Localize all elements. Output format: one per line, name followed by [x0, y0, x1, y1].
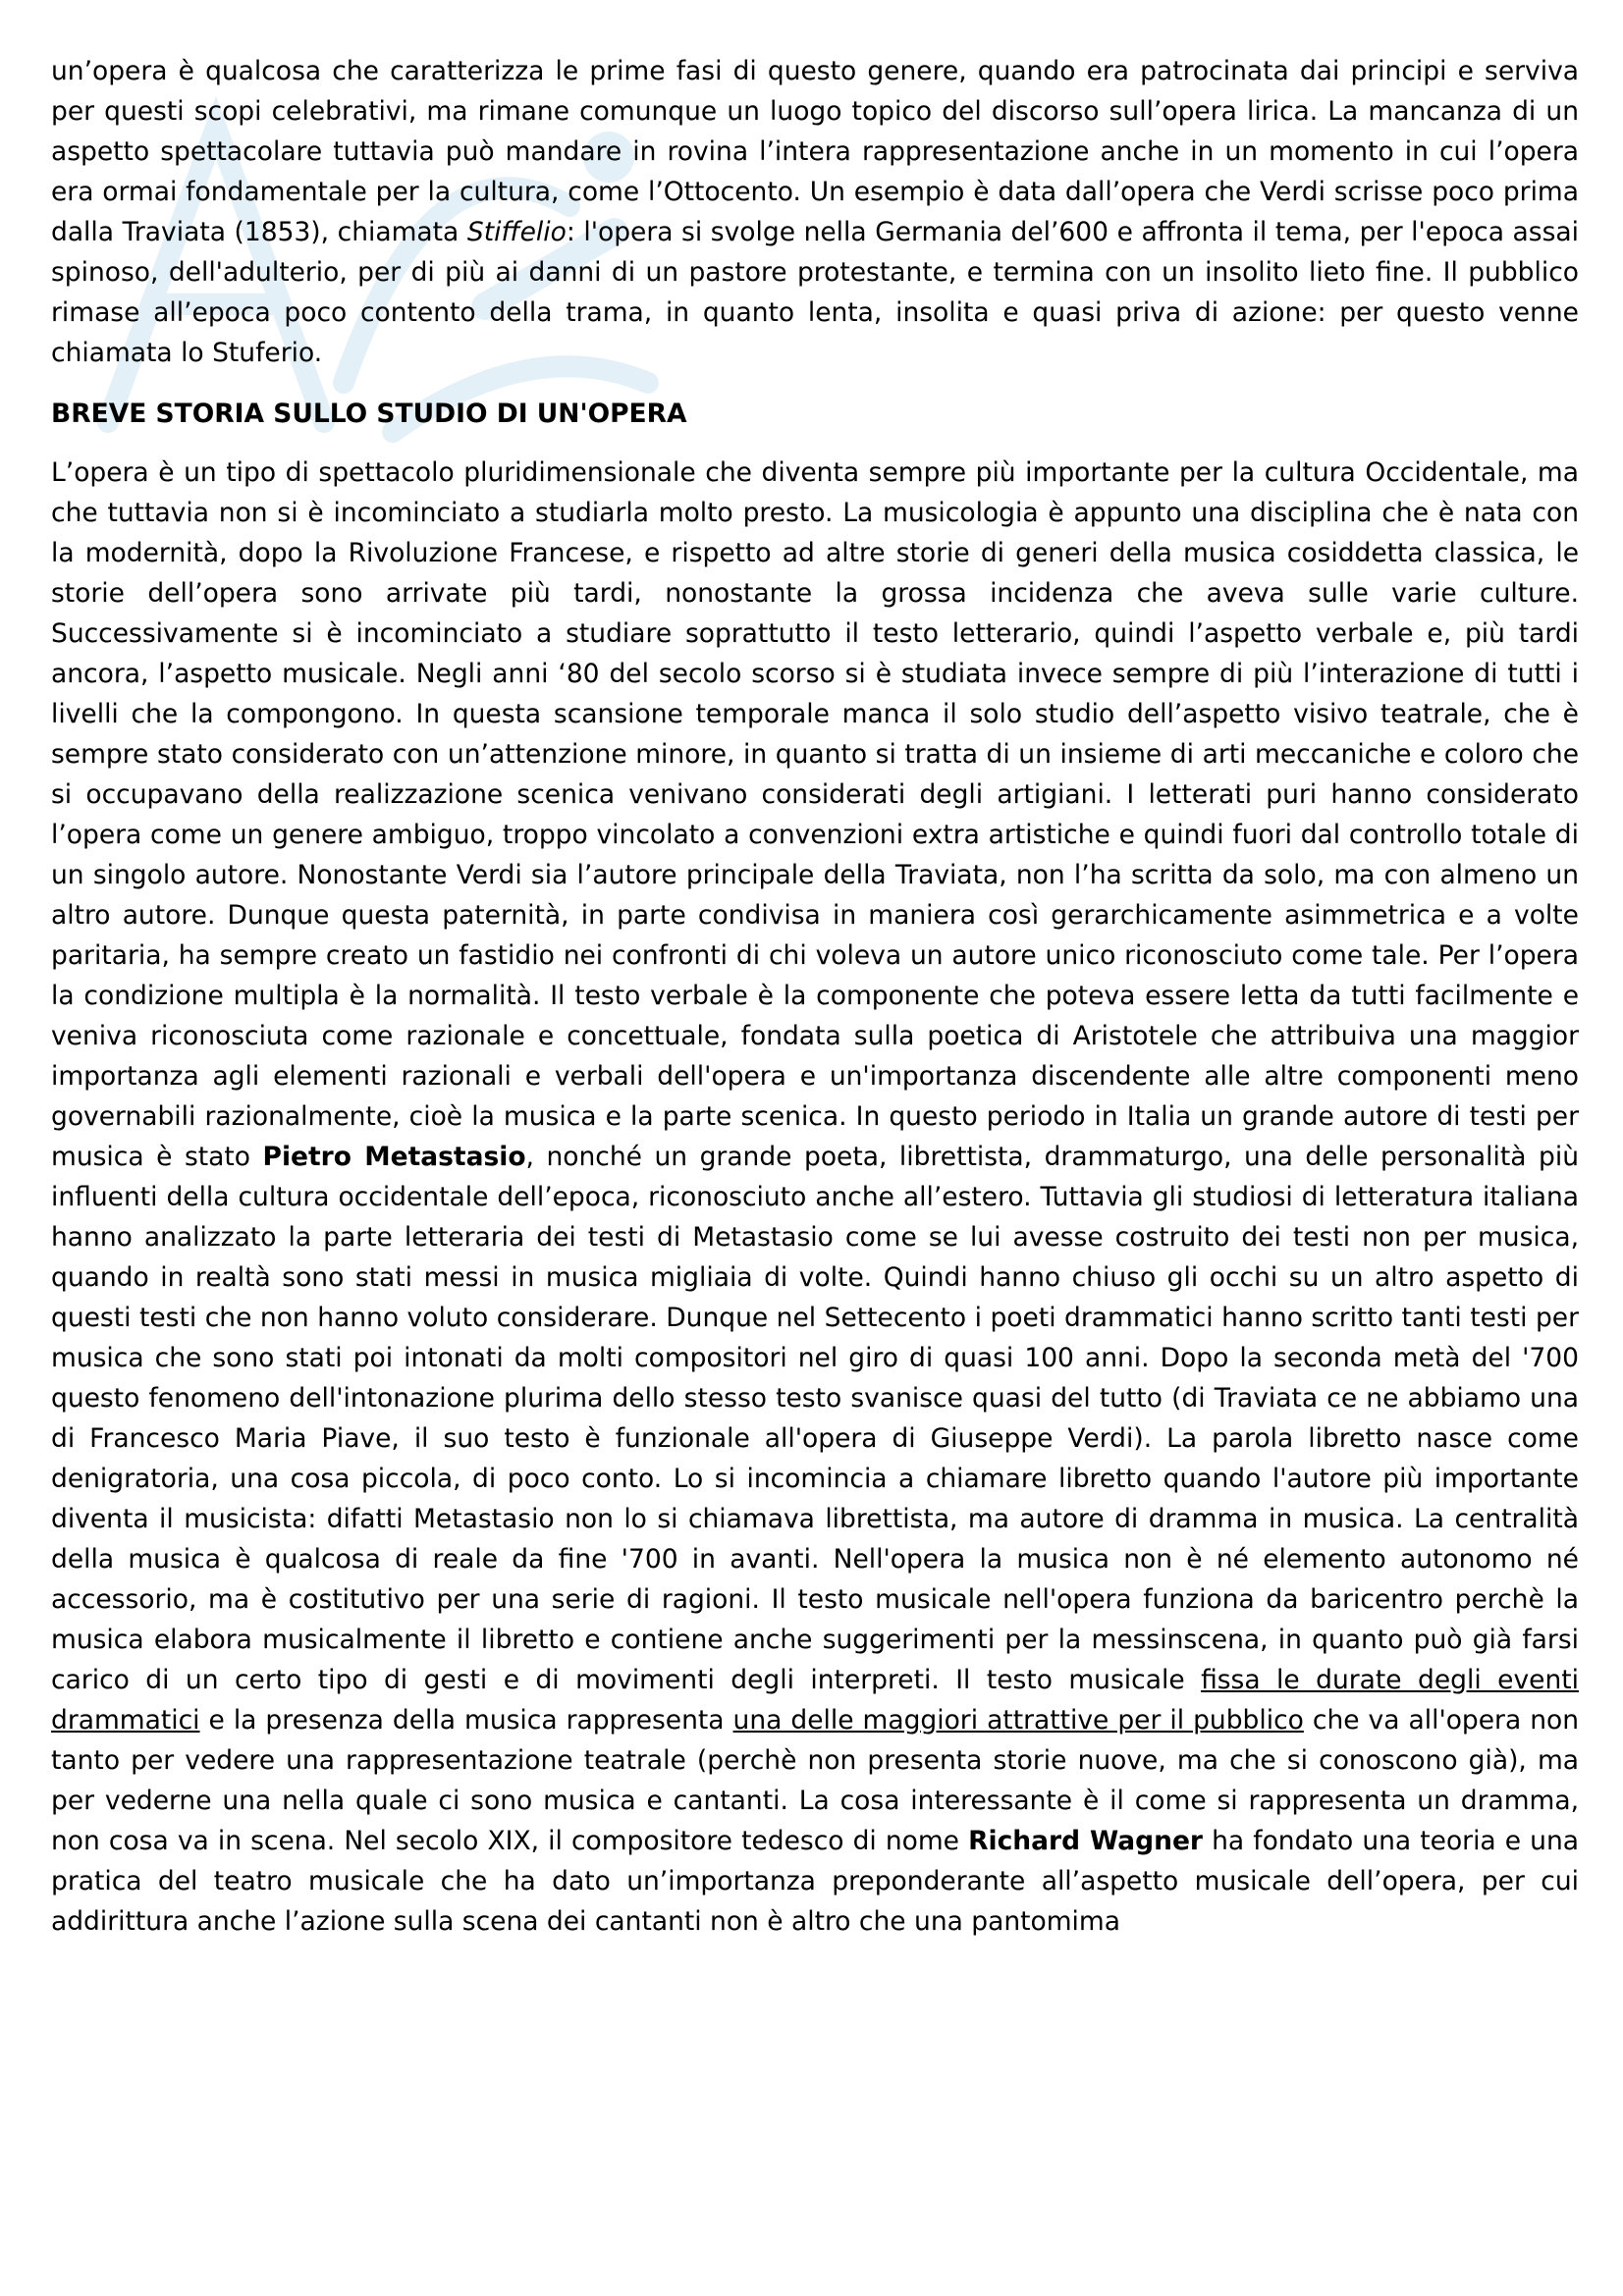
text-run: : l'opera si svolge nella Germania del’600 e affronta il tema, per l'epoca assai spinoso, dell'adulterio, per di più ai danni di un pastore protestante, e termina con un insolito lieto fine. Il pubblico rimase all’epoca poco contento della trama, in quanto lenta, insolita e quasi priva di azione: per questo venne chiamata lo Stuferio. [51, 217, 1579, 368]
text-run: , nonché un grande poeta, librettista, drammaturgo, una delle personalità più influenti della cultura occidentale dell’epoca, riconosciuto anche all’estero. Tuttavia gli studiosi di letteratura italiana hanno analizzato la parte letteraria dei testi di Metastasio come se lui avesse costruito dei testi non per musica, quando in realtà sono stati messi in musica migliaia di volte. Quindi hanno chiuso gli occhi su un altro aspetto di questi testi che non hanno voluto considerare. Dunque nel Settecento i poeti drammatici hanno scritto tanti testi per musica che sono stati poi intonati da molti compositori nel giro di quasi 100 anni. Dopo la seconda metà del '700 questo fenomeno dell'intonazione plurima dello stesso testo svanisce quasi del tutto (di Traviata ce ne abbiamo una di Francesco Maria Piave, il suo testo è funzionale all'opera di Giuseppe Verdi). La parola libretto nasce come denigratoria, una cosa piccola, di poco conto. Lo si incomincia a chiamare libretto quando l'autore più importante diventa il musicista: difatti Metastasio non lo si chiamava librettista, ma autore di dramma in musica. La centralità della musica è qualcosa di reale da fine '700 in avanti. Nell'opera la musica non è né elemento autonomo né accessorio, ma è costitutivo per una serie di ragioni. Il testo musicale nell'opera funziona da baricentro perchè la musica elabora musicalmente il libretto e contiene anche suggerimenti per la messinscena, in quanto può già farsi carico di un certo tipo di gesti e di movimenti degli interpreti. Il testo musicale [51, 1142, 1579, 1695]
text-run: ha fondato una teoria e una pratica del teatro musicale che ha dato un’importanza preponderante all’aspetto musicale dell’opera, per cui addirittura anche l’azione sulla scena dei cantanti non è altro che una pantomima [51, 1826, 1579, 1937]
underlined-phrase-attraction: una delle maggiori attrattive per il pubblico [732, 1705, 1304, 1735]
text-run: che va all'opera non tanto per vedere una rappresentazione teatrale (perchè non presenta storie nuove, ma che si conoscono già), ma per vederne una nella quale ci sono musica e cantanti. La cosa interessante è il come si rappresenta un dramma, non cosa va in scena. Nel secolo XIX, il compositore tedesco di nome [51, 1705, 1580, 1856]
paragraph-stiffelio [51, 51, 1579, 373]
bold-name-metastasio: Pietro Metastasio [262, 1142, 526, 1172]
paragraph-opera-study [51, 453, 1579, 1942]
text-run: e la presenza della musica rappresenta [199, 1705, 733, 1735]
text-run: L’opera è un tipo di spettacolo pluridimensionale che diventa sempre più importante per la cultura Occidentale, ma che tuttavia non si è incominciato a studiarla molto presto. La musicologia è appunto una disciplina che è nata con la modernità, dopo la Rivoluzione Francese, e rispetto ad altre storie di generi della musica cosiddetta classica, le storie dell’opera sono arrivate più tardi, nonostante la grossa incidenza che aveva sulle varie culture. Successivamente si è incominciato a studiare soprattutto il testo letterario, quindi l’aspetto verbale e, più tardi ancora, l’aspetto musicale. Negli anni ‘80 del secolo scorso si è studiata invece sempre di più l’interazione di tutti i livelli che la compongono. In questa scansione temporale manca il solo studio dell’aspetto visivo teatrale, che è sempre stato considerato con un’attenzione minore, in quanto si tratta di un insieme di arti meccaniche e coloro che si occupavano della realizzazione scenica venivano considerati degli artigiani. I letterati puri hanno considerato l’opera come un genere ambiguo, troppo vincolato a convenzioni extra artistiche e quindi fuori dal controllo totale di un singolo autore. Nonostante Verdi sia l’autore principale della Traviata, non l’ha scritta da solo, ma con almeno un altro autore. Dunque questa paternità, in parte condivisa in maniera così gerarchicamente asimmetrica e a volte paritaria, ha sempre creato un fastidio nei confronti di chi voleva un autore unico riconosciuto come tale. Per l’opera la condizione multipla è la normalità. Il testo verbale è la componente che poteva essere letta da tutti facilmente e veniva riconosciuta come razionale e concettuale, fondata sulla poetica di Aristotele che attribuiva una maggior importanza agli elementi razionali e verbali dell'opera e un'importanza discendente alle altre componenti meno governabili razionalmente, cioè la musica e la parte scenica. In questo periodo in Italia un grande autore di testi per musica è stato [51, 457, 1579, 1172]
underlined-phrase-durations: fissa le durate degli eventi drammatici [51, 1665, 1579, 1735]
document-page [51, 51, 1579, 1942]
section-heading: BREVE STORIA SULLO STUDIO DI UN'OPERA [51, 399, 687, 429]
text-run: un’opera è qualcosa che caratterizza le prime fasi di questo genere, quando era patrocinata dai principi e serviva per questi scopi celebrativi, ma rimane comunque un luogo topico del discorso sull’opera lirica. La mancanza di un aspetto spettacolare tuttavia può mandare in rovina l’intera rappresentazione anche in un momento in cui l’opera era ormai fondamentale per la cultura, come l’Ottocento. Un esempio è data dall’opera che Verdi scrisse poco prima dalla Traviata (1853), chiamata [51, 56, 1579, 247]
bold-name-wagner: Richard Wagner [968, 1826, 1204, 1856]
italic-title-stiffelio: Stiffelio [466, 217, 567, 247]
